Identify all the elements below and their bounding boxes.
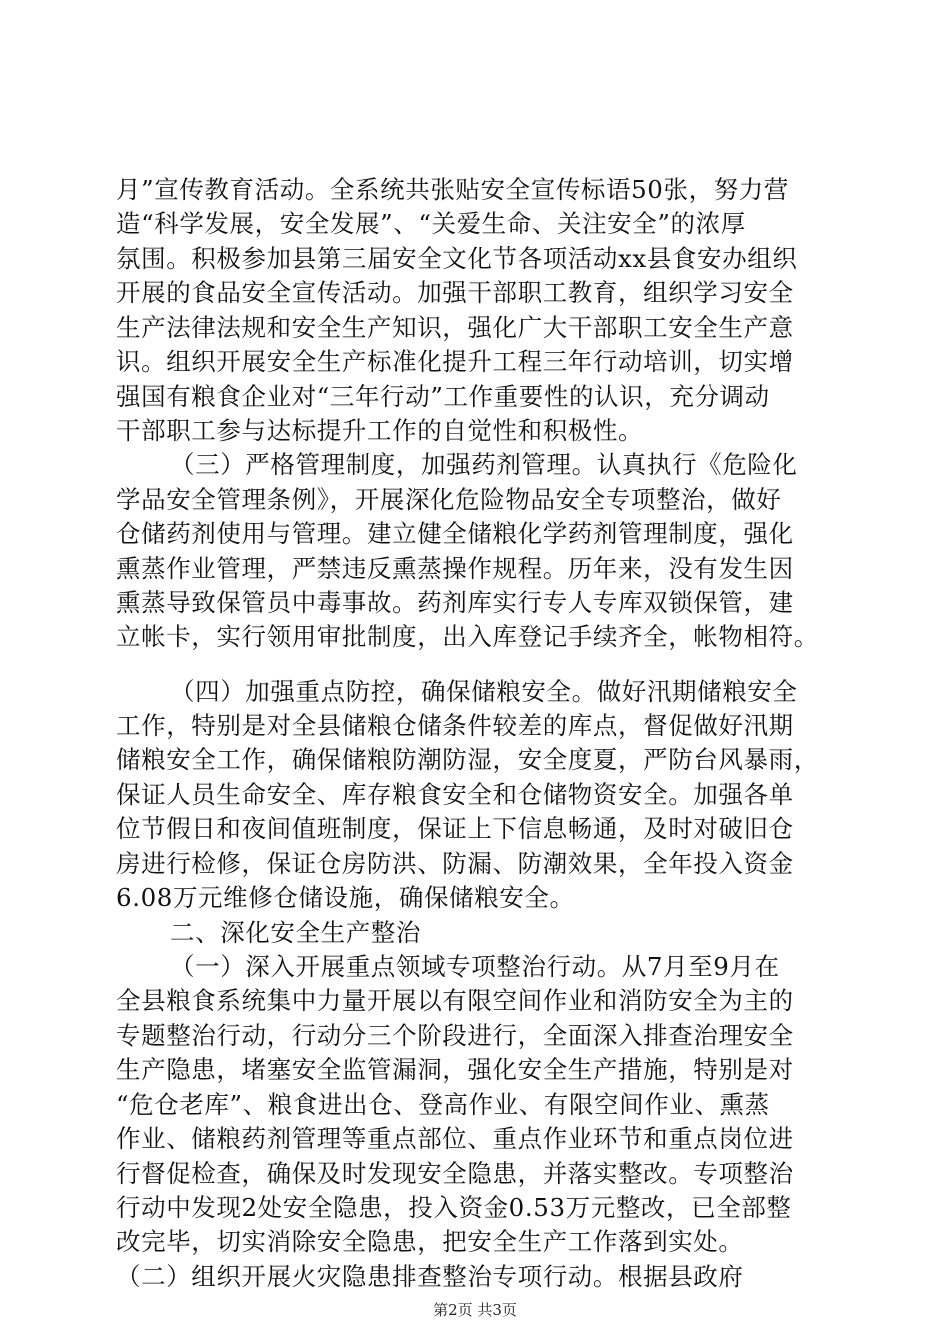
paragraph-line: 储粮安全工作，确保储粮防潮防湿，安全度夏，严防台风暴雨， [116,745,819,775]
paragraph-line: 生产隐患，堵塞安全监管漏洞，强化安全生产措施，特别是对 [116,1055,794,1085]
section-heading-line: （三）严格管理制度，加强药剂管理。认真执行《危险化 [170,450,798,480]
paragraph-line: 工作，特别是对全县储粮仓储条件较差的库点，督促做好汛期 [116,711,794,741]
paragraph-line: 学品安全管理条例》，开展深化危险物品安全专项整治，做好 [116,484,782,514]
paragraph-line: 生产法律法规和安全生产知识，强化广大干部职工安全生产意 [116,312,794,342]
paragraph-line: 识。组织开展安全生产标准化提升工程三年行动培训，切实增 [116,347,794,377]
paragraph-line: 仓储药剂使用与管理。建立健全储粮化学药剂管理制度，强化 [116,519,794,549]
paragraph-line: 月”宣传教育活动。全系统共张贴安全宣传标语50张，努力营 [116,175,789,204]
paragraph-line: 位节假日和夜间值班制度，保证上下信息畅通，及时对破旧仓 [116,814,794,844]
paragraph-line: 立帐卡，实行领用审批制度，出入库登记手续齐全，帐物相符。 [116,622,819,652]
paragraph-line: 造“科学发展，安全发展”、“关爱生命、关注安全”的浓厚 [116,209,746,239]
paragraph-line: 强国有粮食企业对“三年行动”工作重要性的认识，充分调动 [116,381,770,411]
paragraph-line: 全县粮食系统集中力量开展以有限空间作业和消防安全为主的 [116,986,794,1016]
paragraph-line: 房进行检修，保证仓房防洪、防漏、防潮效果，全年投入资金 [116,848,794,878]
paragraph-line: 保证人员生命安全、库存粮食安全和仓储物资安全。加强各单 [116,779,794,809]
paragraph-line: 改完毕，切实消除安全隐患，把安全生产工作落到实处。 [116,1227,744,1257]
paragraph-line: 氛围。积极参加县第三届安全文化节各项活动xx县食安办组织 [116,243,798,273]
paragraph-line: 作业、储粮药剂管理等重点部位、重点作业环节和重点岗位进 [116,1124,794,1154]
paragraph-line: 专题整治行动，行动分三个阶段进行，全面深入排查治理安全 [116,1020,794,1050]
section-heading-line: （一）深入开展重点领域专项整治行动。从7月至9月在 [170,952,780,981]
paragraph-line: “危仓老库”、粮食进出仓、登高作业、有限空间作业、熏蒸 [116,1089,770,1119]
paragraph-line: 熏蒸导致保管员中毒事故。药剂库实行专人专库双锁保管，建 [116,588,794,618]
paragraph-line: （二）组织开展火灾隐患排查整治专项行动。根据县政府 [116,1261,744,1291]
section-heading-line: （四）加强重点防控，确保储粮安全。做好汛期储粮安全 [170,676,798,706]
section-title: 二、深化安全生产整治 [170,917,421,947]
paragraph-line: 6.08万元维修仓储设施，确保储粮安全。 [116,883,575,913]
paragraph-line: 行动中发现2处安全隐患，投入资金0.53万元整改，已全部整 [116,1192,792,1222]
paragraph-line: 干部职工参与达标提升工作的自觉性和积极性。 [116,415,644,445]
paragraph-line: 开展的食品安全宣传活动。加强干部职工教育，组织学习安全 [116,278,794,308]
page-number-footer: 第2页 共3页 [433,1301,517,1319]
paragraph-line: 行督促检查，确保及时发现安全隐患，并落实整改。专项整治 [116,1158,794,1188]
paragraph-line: 熏蒸作业管理，严禁违反熏蒸操作规程。历年来，没有发生因 [116,553,794,583]
